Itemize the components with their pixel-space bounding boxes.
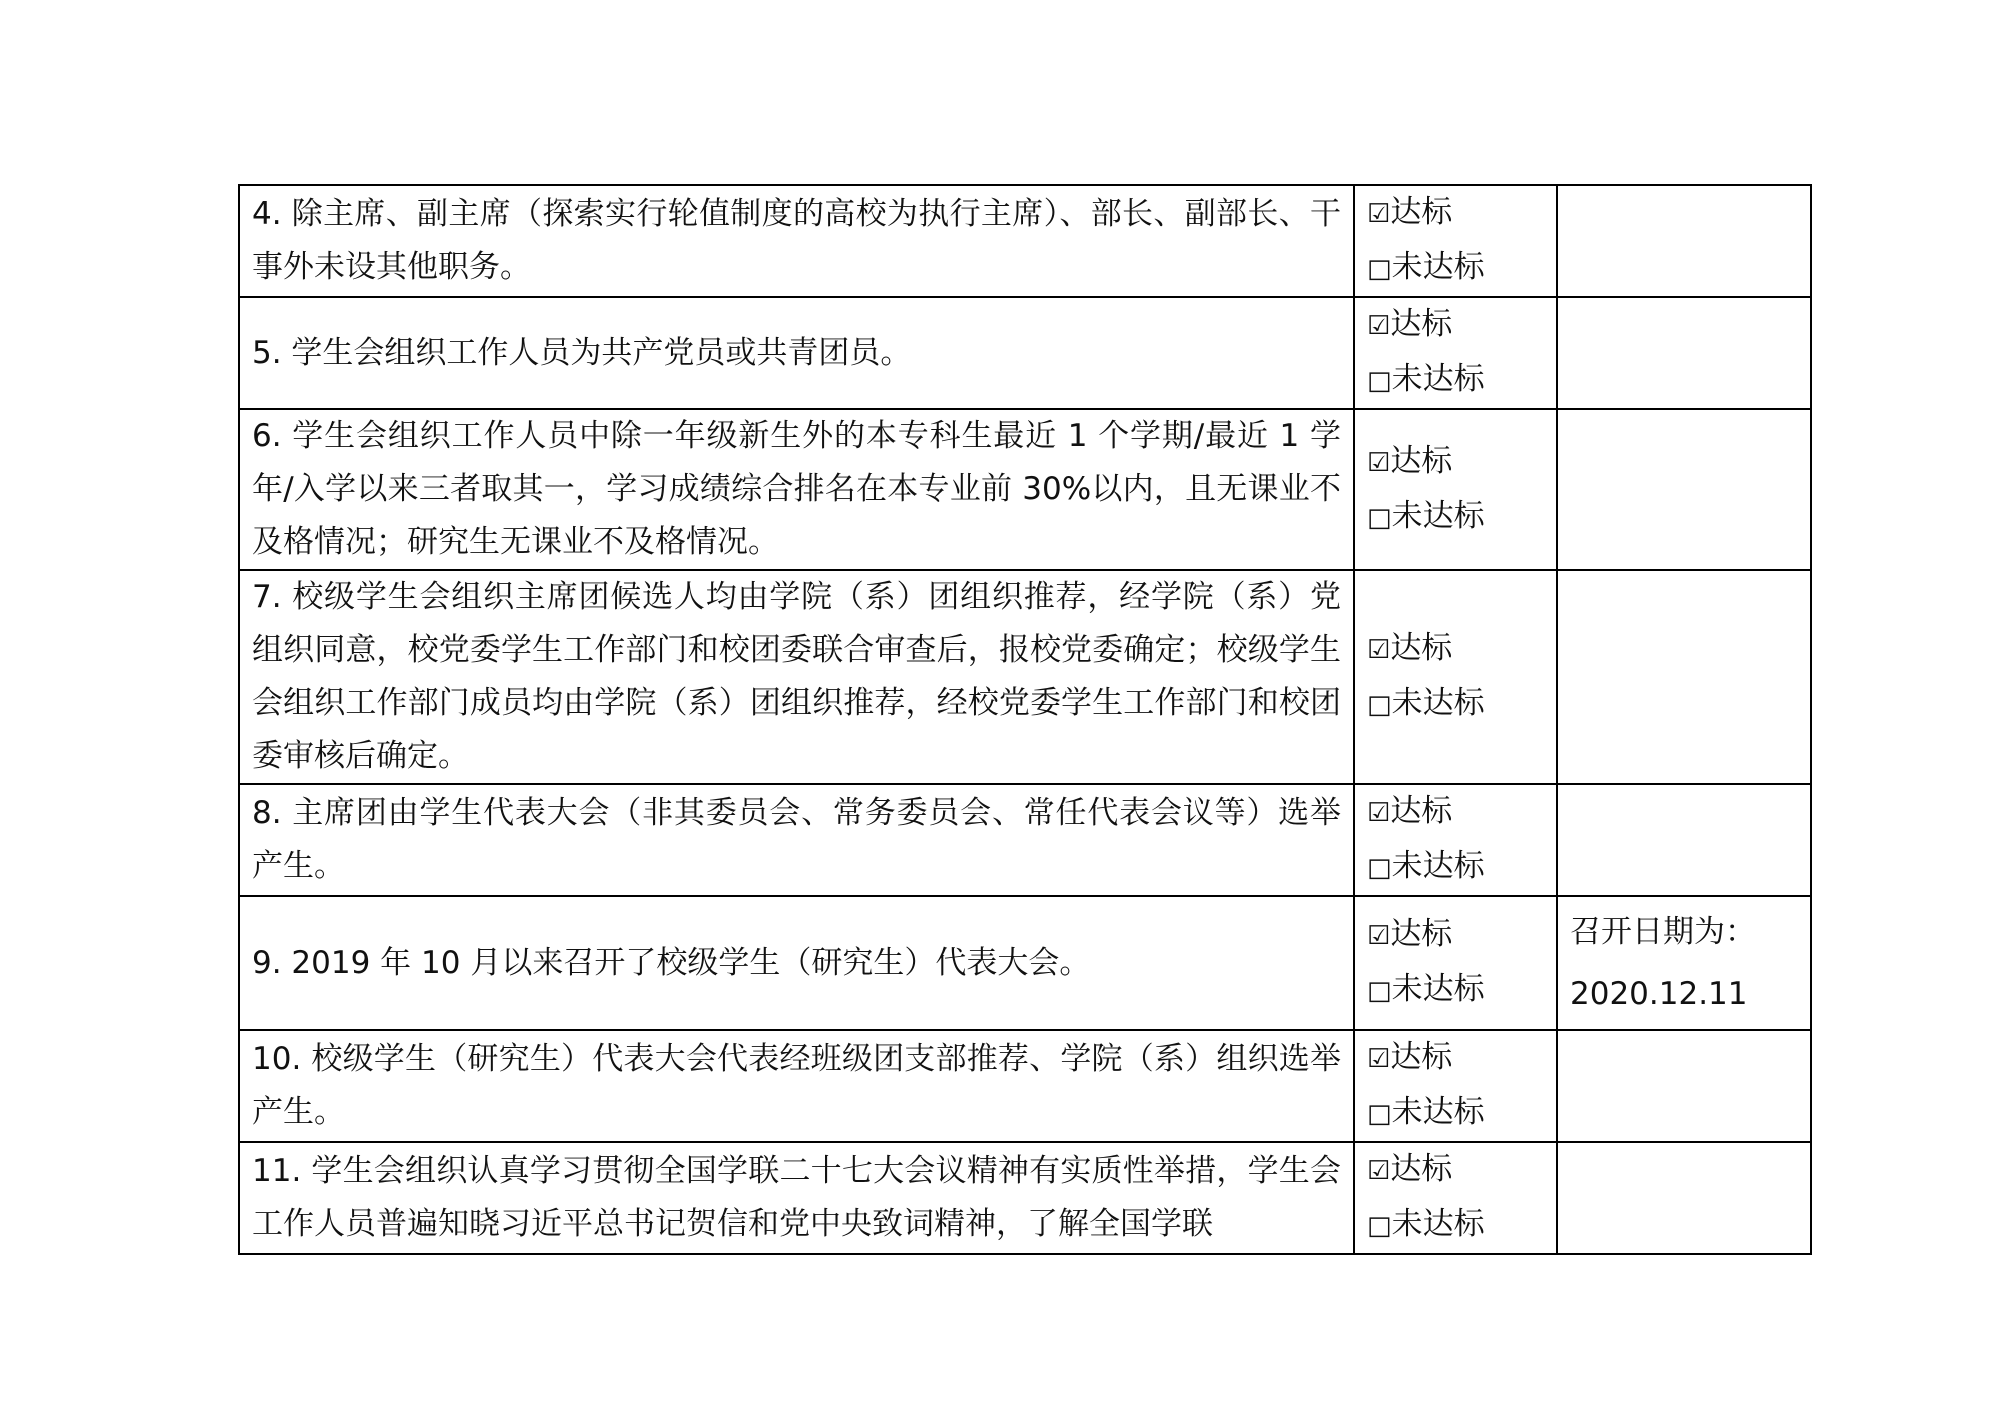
note-cell: [1557, 570, 1811, 784]
checked-box-icon[interactable]: ☑: [1367, 199, 1391, 229]
unchecked-box-icon[interactable]: □: [1367, 1211, 1392, 1241]
option-not-met[interactable]: [1367, 353, 1556, 408]
note-cell: [1557, 1030, 1811, 1142]
option-not-met-label: 未达标: [1391, 497, 1485, 534]
status-cell: [1354, 409, 1557, 570]
requirement-cell: 10. 校级学生（研究生）代表大会代表经班级团支部推荐、学院（系）组织选举产生。: [239, 1030, 1354, 1142]
unchecked-box-icon[interactable]: □: [1367, 502, 1392, 533]
option-not-met-label: 未达标: [1391, 685, 1485, 721]
option-met[interactable]: [1367, 908, 1556, 963]
option-met-label: 达标: [1390, 916, 1453, 952]
requirement-cell: 6. 学生会组织工作人员中除一年级新生外的本专科生最近 1 个学期/最近 1 学年/入学以来三者取其一，学习成绩综合排名在本专业前 30%以内，且无课业不及格情况；研究生无课业不及格情况。: [239, 409, 1354, 570]
option-not-met-label: 未达标: [1391, 249, 1485, 285]
table-row: [239, 896, 1811, 1030]
status-cell: [1354, 1030, 1557, 1142]
option-met[interactable]: [1367, 622, 1556, 677]
requirement-cell: 4. 除主席、副主席（探索实行轮值制度的高校为执行主席）、部长、副部长、干事外未设其他职务。: [239, 185, 1354, 297]
option-met-label: 达标: [1390, 1039, 1453, 1075]
table-row: [239, 409, 1811, 570]
checklist-table: [238, 184, 1812, 1255]
option-not-met-label: 未达标: [1391, 361, 1485, 397]
option-not-met[interactable]: [1367, 840, 1556, 895]
option-met[interactable]: [1367, 186, 1556, 241]
option-met[interactable]: [1367, 298, 1556, 353]
checked-box-icon[interactable]: ☑: [1367, 921, 1391, 951]
table-row: [239, 185, 1811, 297]
note-cell: [1557, 409, 1811, 570]
status-cell: [1354, 896, 1557, 1030]
option-met-label: 达标: [1390, 793, 1453, 829]
option-met-label: 达标: [1390, 194, 1453, 230]
option-met[interactable]: [1367, 785, 1556, 840]
note-cell: [1557, 185, 1811, 297]
option-not-met[interactable]: [1367, 490, 1556, 545]
option-not-met[interactable]: [1367, 963, 1556, 1018]
requirement-cell: 7. 校级学生会组织主席团候选人均由学院（系）团组织推荐，经学院（系）党组织同意，校党委学生工作部门和校团委联合审查后，报校党委确定；校级学生会组织工作部门成员均由学院（系）团组织推荐，经校党委学生工作部门和校团委审核后确定。: [239, 570, 1354, 784]
option-met-label: 达标: [1390, 630, 1453, 666]
checked-box-icon[interactable]: ☑: [1367, 311, 1391, 341]
note-cell: [1557, 784, 1811, 896]
table-row: [239, 1142, 1811, 1254]
option-met-label: 达标: [1390, 1151, 1453, 1187]
unchecked-box-icon[interactable]: □: [1367, 976, 1392, 1006]
table-row: [239, 570, 1811, 784]
option-met[interactable]: [1367, 1143, 1556, 1198]
unchecked-box-icon[interactable]: □: [1367, 853, 1392, 883]
unchecked-box-icon[interactable]: □: [1367, 254, 1392, 284]
note-cell: 召开日期为：2020.12.11: [1557, 896, 1811, 1030]
option-met[interactable]: [1367, 435, 1556, 490]
status-cell: [1354, 570, 1557, 784]
status-cell: [1354, 297, 1557, 409]
option-met-label: 达标: [1390, 442, 1453, 479]
status-cell: [1354, 185, 1557, 297]
requirement-cell: 9. 2019 年 10 月以来召开了校级学生（研究生）代表大会。: [239, 896, 1354, 1030]
note-cell: [1557, 1142, 1811, 1254]
table-row: [239, 1030, 1811, 1142]
checked-box-icon[interactable]: ☑: [1367, 1044, 1391, 1074]
status-cell: [1354, 784, 1557, 896]
checked-box-icon[interactable]: ☑: [1367, 635, 1391, 665]
checked-box-icon[interactable]: ☑: [1367, 447, 1391, 478]
option-met-label: 达标: [1390, 306, 1453, 342]
requirement-cell: 8. 主席团由学生代表大会（非其委员会、常务委员会、常任代表会议等）选举产生。: [239, 784, 1354, 896]
option-met[interactable]: [1367, 1031, 1556, 1086]
option-not-met[interactable]: [1367, 1086, 1556, 1141]
unchecked-box-icon[interactable]: □: [1367, 1099, 1392, 1129]
status-cell: [1354, 1142, 1557, 1254]
option-not-met-label: 未达标: [1391, 971, 1485, 1007]
table-row: [239, 784, 1811, 896]
option-not-met-label: 未达标: [1391, 848, 1485, 884]
option-not-met[interactable]: [1367, 241, 1556, 296]
checked-box-icon[interactable]: ☑: [1367, 798, 1391, 828]
option-not-met[interactable]: [1367, 677, 1556, 732]
option-not-met[interactable]: [1367, 1198, 1556, 1253]
option-not-met-label: 未达标: [1391, 1206, 1485, 1242]
unchecked-box-icon[interactable]: □: [1367, 690, 1392, 720]
option-not-met-label: 未达标: [1391, 1094, 1485, 1130]
requirement-cell: 11. 学生会组织认真学习贯彻全国学联二十七大会议精神有实质性举措，学生会工作人员普遍知晓习近平总书记贺信和党中央致词精神，了解全国学联: [239, 1142, 1354, 1254]
note-cell: [1557, 297, 1811, 409]
checked-box-icon[interactable]: ☑: [1367, 1156, 1391, 1186]
requirement-cell: 5. 学生会组织工作人员为共产党员或共青团员。: [239, 297, 1354, 409]
unchecked-box-icon[interactable]: □: [1367, 366, 1392, 396]
table-row: [239, 297, 1811, 409]
